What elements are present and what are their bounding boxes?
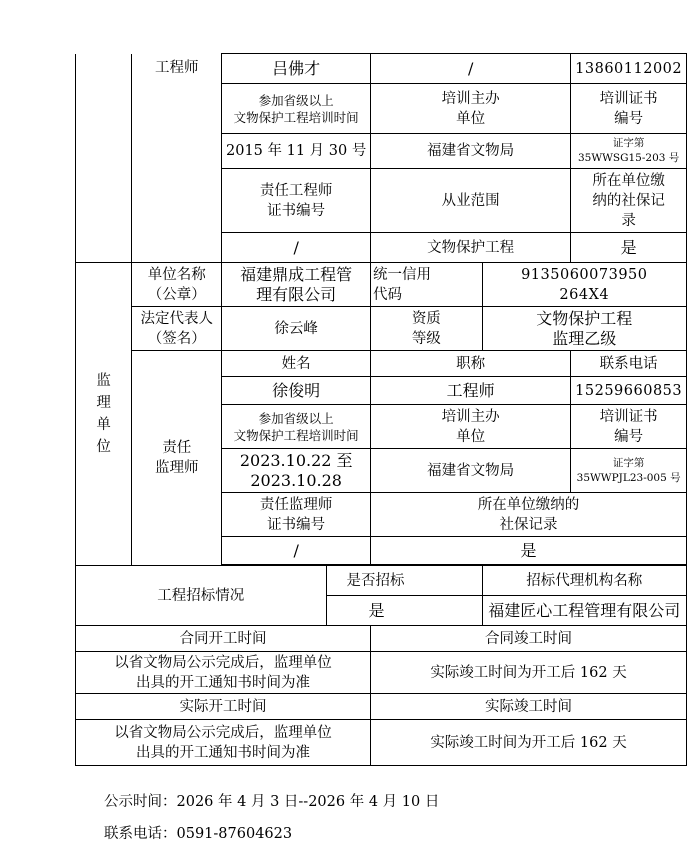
unit-name-label: 单位名称 （公章） bbox=[132, 263, 222, 307]
supervisor-resp-cert-label: 责任监理师 证书编号 bbox=[222, 493, 371, 537]
supervisor-phone: 15259660853 bbox=[571, 377, 687, 405]
engineer-title: / bbox=[371, 54, 571, 84]
engineer-resp-cert: / bbox=[222, 233, 371, 263]
contract-start-label: 合同开工时间 bbox=[76, 626, 371, 652]
engineer-training-time-label: 参加省级以上 文物保护工程培训时间 bbox=[222, 84, 371, 134]
actual-start: 以省文物局公示完成后，监理单位 出具的开工通知书时间为准 bbox=[76, 720, 371, 766]
supervisor-training-cert-label: 培训证书 编号 bbox=[571, 405, 687, 449]
engineer-scope-label: 从业范围 bbox=[371, 169, 571, 233]
engineer-social: 是 bbox=[571, 233, 687, 263]
engineer-training-cert: 证字第 35WWSG15-203 号 bbox=[571, 134, 687, 169]
supervisor-social: 是 bbox=[371, 537, 687, 565]
engineer-social-label: 所在单位缴 纳的社保记 录 bbox=[571, 169, 687, 233]
actual-end-label: 实际竣工时间 bbox=[371, 694, 687, 720]
project-info-table bbox=[75, 53, 687, 766]
supervisor-resp-cert: / bbox=[222, 537, 371, 565]
qualification-label: 资质 等级 bbox=[371, 307, 483, 351]
supervisor-section-label: 监 理 单 位 bbox=[76, 263, 132, 566]
engineer-scope: 文物保护工程 bbox=[371, 233, 571, 263]
qualification: 文物保护工程 监理乙级 bbox=[482, 307, 686, 351]
contract-end: 实际竣工时间为开工后 162 天 bbox=[371, 652, 687, 694]
supervisor-training-time: 2023.10.22 至 2023.10.28 bbox=[222, 449, 371, 493]
engineer-training-cert-label: 培训证书 编号 bbox=[571, 84, 687, 134]
contract-start: 以省文物局公示完成后，监理单位 出具的开工通知书时间为准 bbox=[76, 652, 371, 694]
legal-rep-label: 法定代表人 （签名） bbox=[132, 307, 222, 351]
credit-code: 9135060073950 264X4 bbox=[482, 263, 686, 307]
engineer-resp-cert-label: 责任工程师 证书编号 bbox=[222, 169, 371, 233]
supervisor-training-time-label: 参加省级以上 文物保护工程培训时间 bbox=[222, 405, 371, 449]
engineer-name: 吕佛才 bbox=[222, 54, 371, 84]
engineer-training-time: 2015 年 11 月 30 号 bbox=[222, 134, 371, 169]
unit-name: 福建鼎成工程管 理有限公司 bbox=[222, 263, 371, 307]
actual-start-label: 实际开工时间 bbox=[76, 694, 371, 720]
contract-end-label: 合同竣工时间 bbox=[371, 626, 687, 652]
supervisor-name: 徐俊明 bbox=[222, 377, 371, 405]
contact-phone: 联系电话：0591-87604623 bbox=[104, 826, 293, 842]
supervisor-social-label: 所在单位缴纳的 社保记录 bbox=[371, 493, 687, 537]
engineer-phone: 13860112002 bbox=[571, 54, 687, 84]
title-label: 职称 bbox=[371, 351, 571, 377]
name-label: 姓名 bbox=[222, 351, 371, 377]
supervisor-training-cert: 证字第 35WWPJL23-005 号 bbox=[571, 449, 687, 493]
contractor-left-blank bbox=[76, 54, 132, 263]
bidding-label: 工程招标情况 bbox=[76, 566, 327, 626]
is-bidding-label: 是否招标 bbox=[326, 566, 482, 596]
engineer-training-host-label: 培训主办 单位 bbox=[371, 84, 571, 134]
engineer-label: 工程师 bbox=[132, 54, 222, 263]
supervisor-title: 工程师 bbox=[371, 377, 571, 405]
supervisor-training-host: 福建省文物局 bbox=[371, 449, 571, 493]
phone-label: 联系电话 bbox=[571, 351, 687, 377]
agency-label: 招标代理机构名称 bbox=[482, 566, 686, 596]
is-bidding: 是 bbox=[326, 596, 482, 626]
actual-end: 实际竣工时间为开工后 162 天 bbox=[371, 720, 687, 766]
engineer-training-host: 福建省文物局 bbox=[371, 134, 571, 169]
resp-supervisor-label: 责任 监理师 bbox=[132, 351, 222, 566]
legal-rep: 徐云峰 bbox=[222, 307, 371, 351]
agency: 福建匠心工程管理有限公司 bbox=[482, 596, 686, 626]
publicity-time: 公示时间：2026 年 4 月 3 日--2026 年 4 月 10 日 bbox=[104, 794, 440, 810]
credit-code-label: 统一信用 代码 bbox=[371, 263, 483, 307]
supervisor-training-host-label: 培训主办 单位 bbox=[371, 405, 571, 449]
